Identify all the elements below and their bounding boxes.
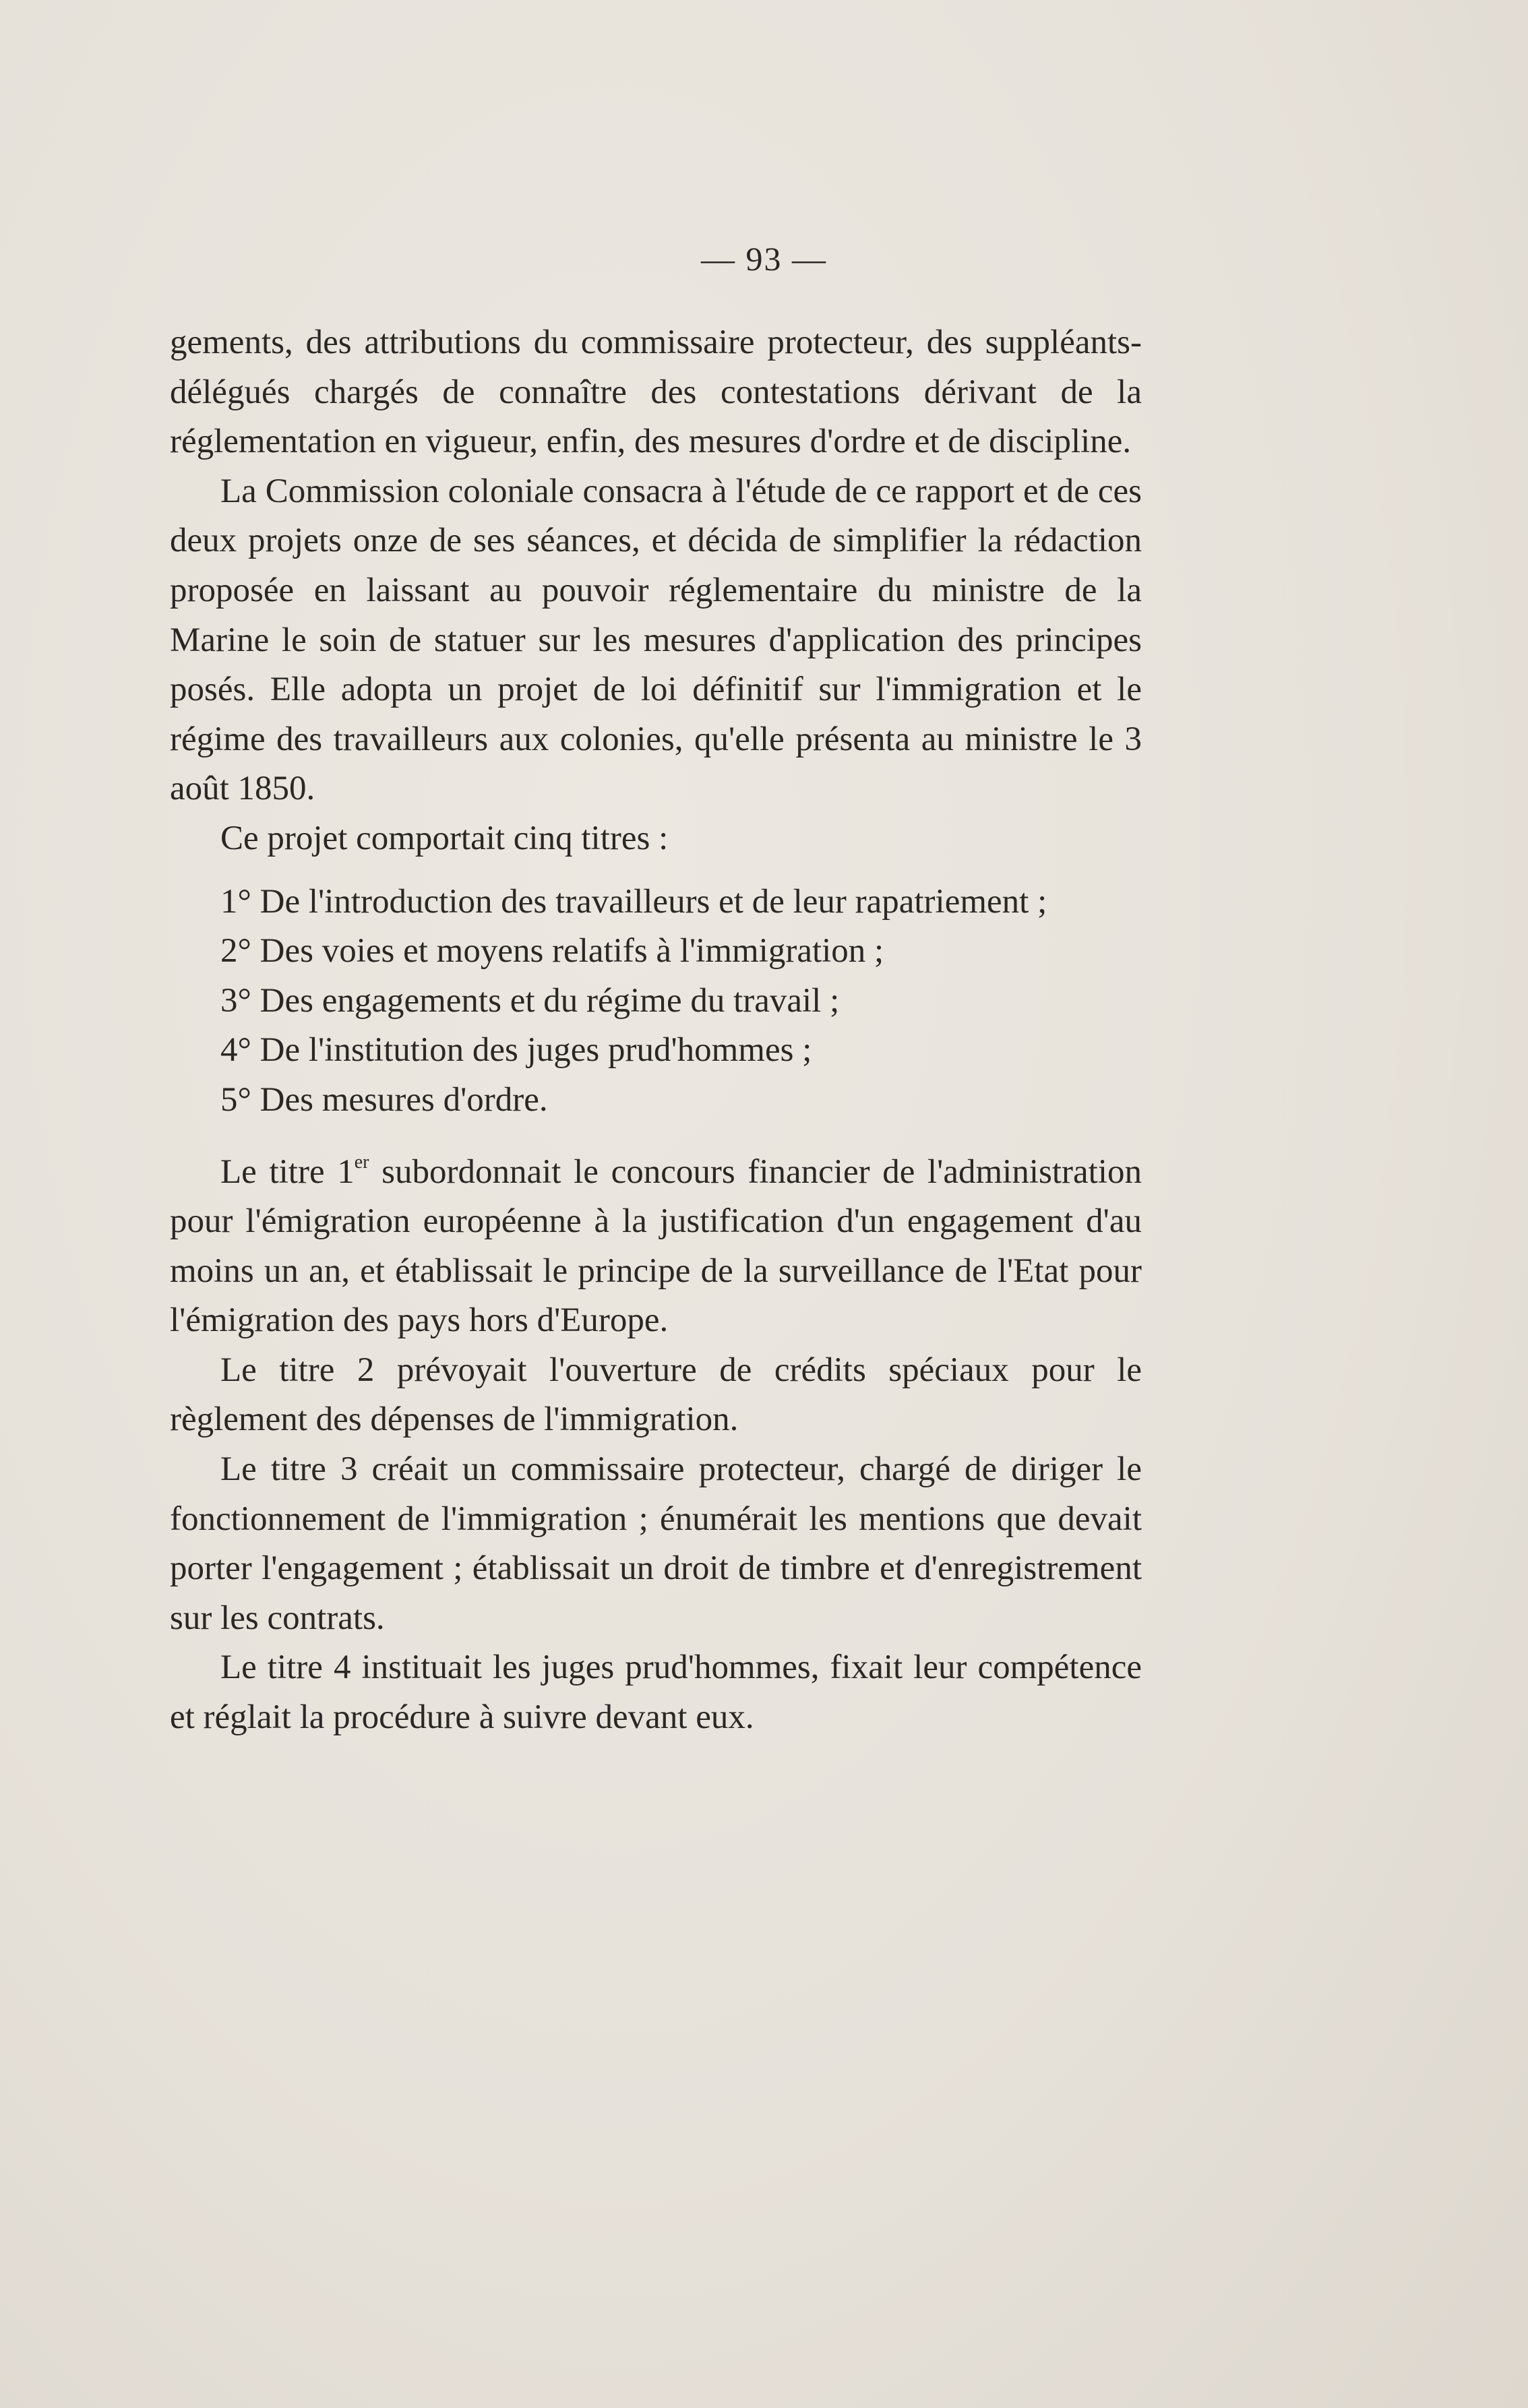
list-item-titre-3: 3° Des engagements et du régime du travail ; bbox=[220, 981, 840, 1020]
titre-1-lead: Le titre 1 bbox=[220, 1152, 355, 1191]
list-item-titre-5: 5° Des mesures d'ordre. bbox=[220, 1080, 548, 1119]
paragraph-commission: La Commission coloniale consacra à l'étude de ce rapport et de ces deux projets onze de ses séances, et décida de simplifier la rédaction proposée en laissant au pouvoir réglementaire du ministre de la Marine le soin de statuer sur les mesures d'application des principes posés. Elle adopta un projet de loi définitif sur l'immigration et le régime des travailleurs aux colonies, qu'elle présenta au ministre le 3 août 1850. bbox=[170, 472, 1142, 808]
paragraph-titre-2: Le titre 2 prévoyait l'ouverture de crédits spéciaux pour le règlement des dépenses de l'immigration. bbox=[170, 1351, 1142, 1439]
body-text bbox=[170, 318, 1142, 1743]
titre-1-rest: subordonnait le concours financier de l'administration pour l'émigration européenne à la justification d'un engagement d'au moins un an, et établissait le principe de la surveillance de l'Etat pour l'émigration des pays hors d'Europe. bbox=[170, 1152, 1142, 1340]
paragraph-continuation: gements, des attributions du commissaire protecteur, des suppléants-délégués chargés de connaître des contestations dérivant de la réglementation en vigueur, enfin, des mesures d'ordre et de discipline. bbox=[170, 323, 1142, 461]
paragraph-titre-3: Le titre 3 créait un commissaire protecteur, chargé de diriger le fonctionnement de l'immigration ; énumérait les mentions que devait porter l'engagement ; établissait un droit de timbre et d'enregistrement sur les contrats. bbox=[170, 1450, 1142, 1637]
list-item-titre-4: 4° De l'institution des juges prud'hommes ; bbox=[220, 1031, 812, 1070]
titre-1-superscript: er bbox=[354, 1151, 369, 1173]
list-item-titre-1: 1° De l'introduction des travailleurs et de leur rapatriement ; bbox=[220, 882, 1047, 921]
list-item-titre-2: 2° Des voies et moyens relatifs à l'immigration ; bbox=[220, 932, 884, 970]
paragraph-titre-4: Le titre 4 instituait les juges prud'hommes, fixait leur compétence et réglait la procédure à suivre devant eux. bbox=[170, 1648, 1142, 1737]
page-number: — 93 — bbox=[701, 240, 827, 278]
paragraph-projet-intro: Ce projet comportait cinq titres : bbox=[220, 819, 669, 857]
paragraph-titre-1 bbox=[170, 1148, 1142, 1346]
